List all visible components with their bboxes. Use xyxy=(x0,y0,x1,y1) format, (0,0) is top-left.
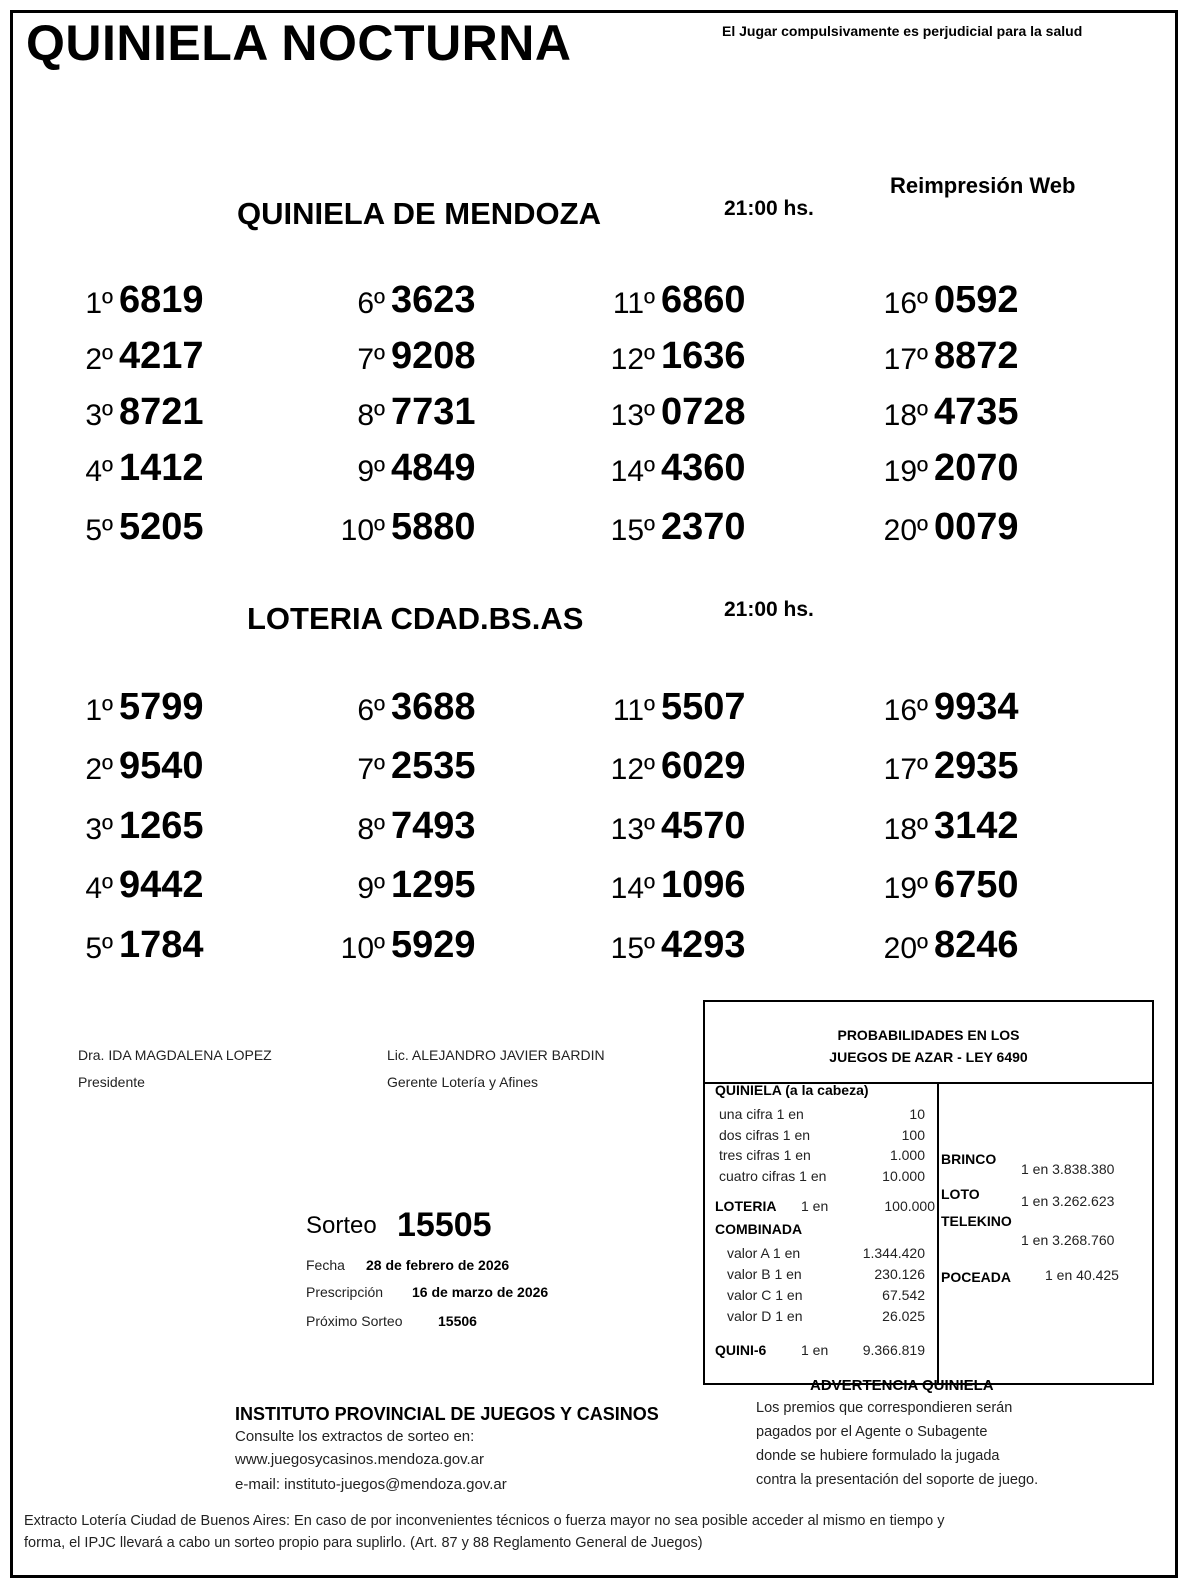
combinada-odds-label: valor B 1 en xyxy=(727,1266,802,1282)
mendoza-prize-position: 20º xyxy=(883,514,928,547)
mendoza-prize-position: 16º xyxy=(883,287,928,320)
quini6-odds-label: QUINI-6 xyxy=(715,1342,767,1358)
quiniela-odds-title: QUINIELA (a la cabeza) xyxy=(715,1082,869,1098)
mendoza-prize-position: 5º xyxy=(85,514,113,547)
advertencia-line: contra la presentación del soporte de juego. xyxy=(756,1472,1039,1488)
mendoza-prize-position: 15º xyxy=(610,514,655,547)
ciudad-prize-position: 9º xyxy=(357,872,385,905)
telekino-label: TELEKINO xyxy=(941,1213,1012,1229)
advertencia-line: pagados por el Agente o Subagente xyxy=(756,1424,988,1440)
ciudad-prize-position: 16º xyxy=(883,694,928,727)
mendoza-prize-position: 18º xyxy=(883,399,928,432)
ciudad-prize-position: 8º xyxy=(357,813,385,846)
mendoza-prize-number: 2070 xyxy=(934,447,1019,489)
mendoza-prize-number: 0079 xyxy=(934,506,1019,548)
mendoza-prize-number: 6860 xyxy=(661,279,746,321)
combinada-odds-label: valor A 1 en xyxy=(727,1245,801,1261)
mendoza-prize-number: 6819 xyxy=(119,279,204,321)
advertencia-line: donde se hubiere formulado la jugada xyxy=(756,1448,1000,1464)
ciudad-prize-number: 8246 xyxy=(934,924,1019,966)
loto-label: LOTO xyxy=(941,1186,980,1202)
combinada-odds-value: 67.542 xyxy=(882,1287,925,1303)
probabilities-title-line1: PROBABILIDADES EN LOS xyxy=(837,1027,1020,1043)
ciudad-prize-number: 4293 xyxy=(661,924,746,966)
mendoza-section-title: QUINIELA DE MENDOZA xyxy=(237,196,601,231)
mendoza-prize-position: 8º xyxy=(357,399,385,432)
mendoza-draw-time: 21:00 hs. xyxy=(724,197,814,220)
poceada-label: POCEADA xyxy=(941,1269,1012,1285)
combinada-odds-value: 26.025 xyxy=(882,1308,925,1324)
mendoza-prize-number: 4217 xyxy=(119,335,204,377)
ciudad-prize-position: 2º xyxy=(85,753,113,786)
ciudad-prize-number: 6750 xyxy=(934,864,1019,906)
probabilities-title-line2: JUEGOS DE AZAR - LEY 6490 xyxy=(829,1049,1028,1065)
sorteo-number: 15505 xyxy=(397,1206,492,1244)
quini6-odds-prefix: 1 en xyxy=(801,1342,829,1358)
ciudad-prize-number: 1295 xyxy=(391,864,476,906)
mendoza-prize-number: 3623 xyxy=(391,279,476,321)
signature-right-role: Gerente Lotería y Afines xyxy=(387,1074,538,1090)
ciudad-prize-position: 15º xyxy=(610,932,655,965)
advertencia-title: ADVERTENCIA QUINIELA xyxy=(810,1377,994,1394)
mendoza-prize-number: 0728 xyxy=(661,391,746,433)
health-warning: El Jugar compulsivamente es perjudicial para la salud xyxy=(722,23,1083,39)
mendoza-prize-number: 8721 xyxy=(119,391,204,433)
ciudad-prize-number: 9442 xyxy=(119,864,204,906)
probabilities-divider xyxy=(937,1084,939,1385)
probabilities-header xyxy=(705,1002,1152,1084)
brinco-label: BRINCO xyxy=(941,1151,997,1167)
footer-line-2: forma, el IPJC llevará a cabo un sorteo propio para suplirlo. (Art. 87 y 88 Reglamento General de Juegos) xyxy=(24,1535,703,1551)
ciudad-prize-number: 5799 xyxy=(119,686,204,728)
ciudad-prize-number: 1784 xyxy=(119,924,204,966)
quiniela-odds-label: una cifra 1 en xyxy=(719,1106,804,1122)
mendoza-prize-number: 2370 xyxy=(661,506,746,548)
ciudad-section-title: LOTERIA CDAD.BS.AS xyxy=(247,601,584,636)
signature-left-role: Presidente xyxy=(78,1074,145,1090)
ciudad-prize-number: 1265 xyxy=(119,805,204,847)
ciudad-prize-position: 1º xyxy=(85,694,113,727)
quini6-odds-value: 9.366.819 xyxy=(862,1342,925,1358)
institute-website-link[interactable]: www.juegosycasinos.mendoza.gov.ar xyxy=(235,1451,485,1468)
mendoza-prize-number: 1412 xyxy=(119,447,204,489)
fecha-value: 28 de febrero de 2026 xyxy=(366,1257,510,1273)
footer-line-1: Extracto Lotería Ciudad de Buenos Aires: En caso de por inconvenientes técnicos o fuerza mayor no sea posible acceder al mismo en tiempo y xyxy=(24,1513,945,1529)
mendoza-prize-position: 3º xyxy=(85,399,113,432)
quiniela-odds-value: 10 xyxy=(909,1106,925,1122)
signature-left-name: Dra. IDA MAGDALENA LOPEZ xyxy=(78,1047,272,1063)
ciudad-prize-number: 2535 xyxy=(391,745,476,787)
proximo-sorteo-value: 15506 xyxy=(438,1313,477,1329)
ciudad-prize-number: 1096 xyxy=(661,864,746,906)
reprint-label: Reimpresión Web xyxy=(890,173,1076,198)
ciudad-prize-position: 11º xyxy=(612,694,655,727)
ciudad-prize-position: 10º xyxy=(340,932,385,965)
ciudad-prize-position: 18º xyxy=(883,813,928,846)
ciudad-prize-position: 3º xyxy=(85,813,113,846)
mendoza-prize-position: 12º xyxy=(610,343,655,376)
mendoza-prize-position: 14º xyxy=(610,455,655,488)
ciudad-prize-number: 4570 xyxy=(661,805,746,847)
loto-value: 1 en 3.262.623 xyxy=(1021,1193,1115,1209)
quiniela-odds-value: 10.000 xyxy=(882,1167,925,1184)
proximo-sorteo-label: Próximo Sorteo xyxy=(306,1313,403,1329)
loteria-odds-prefix: 1 en xyxy=(801,1198,829,1214)
advertencia-line: Los premios que correspondieren serán xyxy=(756,1400,1013,1416)
institute-consult-line: Consulte los extractos de sorteo en: xyxy=(235,1428,475,1445)
ciudad-prize-position: 6º xyxy=(357,694,385,727)
loteria-odds-label: LOTERIA xyxy=(715,1198,777,1214)
institute-email-link[interactable]: e-mail: instituto-juegos@mendoza.gov.ar xyxy=(235,1476,507,1493)
signature-right-name: Lic. ALEJANDRO JAVIER BARDIN xyxy=(387,1047,605,1063)
mendoza-prize-position: 11º xyxy=(612,287,655,320)
mendoza-prize-number: 4360 xyxy=(661,447,746,489)
ciudad-prize-number: 3688 xyxy=(391,686,476,728)
combinada-odds-label: valor C 1 en xyxy=(727,1287,803,1303)
institute-name: INSTITUTO PROVINCIAL DE JUEGOS Y CASINOS xyxy=(235,1404,659,1424)
ciudad-prize-position: 20º xyxy=(883,932,928,965)
ciudad-prize-number: 2935 xyxy=(934,745,1019,787)
mendoza-prize-position: 17º xyxy=(883,343,928,376)
telekino-value: 1 en 3.268.760 xyxy=(1021,1232,1115,1248)
quiniela-odds-label: dos cifras 1 en xyxy=(719,1126,811,1143)
ciudad-prize-number: 7493 xyxy=(391,805,476,847)
ciudad-draw-time: 21:00 hs. xyxy=(724,598,814,621)
mendoza-prize-position: 13º xyxy=(610,399,655,432)
page-title: QUINIELA NOCTURNA xyxy=(26,15,572,71)
quiniela-odds-value: 1.000 xyxy=(889,1147,925,1163)
mendoza-prize-number: 5880 xyxy=(391,506,476,548)
mendoza-prize-position: 7º xyxy=(357,343,385,376)
poceada-value: 1 en 40.425 xyxy=(1045,1267,1119,1283)
mendoza-prize-position: 19º xyxy=(883,455,928,488)
mendoza-prize-position: 2º xyxy=(85,343,113,376)
mendoza-prize-position: 10º xyxy=(340,514,385,547)
fecha-label: Fecha xyxy=(306,1257,345,1273)
loteria-odds-value: 100.000 xyxy=(884,1198,935,1214)
combinada-odds-value: 1.344.420 xyxy=(862,1245,925,1261)
prescripcion-label: Prescripción xyxy=(306,1284,384,1300)
combinada-odds-title: COMBINADA xyxy=(715,1221,803,1237)
mendoza-prize-number: 7731 xyxy=(391,391,476,433)
sorteo-label: Sorteo xyxy=(306,1212,377,1239)
mendoza-prize-position: 9º xyxy=(357,455,385,488)
ciudad-prize-number: 5929 xyxy=(391,924,476,966)
ciudad-prize-position: 13º xyxy=(610,813,655,846)
ciudad-prize-number: 6029 xyxy=(661,745,746,787)
mendoza-prize-number: 1636 xyxy=(661,335,746,377)
ciudad-prize-position: 12º xyxy=(610,753,655,786)
quiniela-odds-label: cuatro cifras 1 en xyxy=(719,1167,827,1184)
mendoza-prize-number: 0592 xyxy=(934,279,1019,321)
combinada-odds-label: valor D 1 en xyxy=(727,1308,803,1324)
mendoza-prize-number: 5205 xyxy=(119,506,204,548)
mendoza-prize-position: 6º xyxy=(357,287,385,320)
mendoza-prize-number: 9208 xyxy=(391,335,476,377)
quiniela-odds-value: 100 xyxy=(901,1126,925,1143)
combinada-odds-value: 230.126 xyxy=(874,1266,925,1282)
mendoza-prize-number: 8872 xyxy=(934,335,1019,377)
mendoza-prize-number: 4735 xyxy=(934,391,1019,433)
brinco-value: 1 en 3.838.380 xyxy=(1021,1161,1115,1177)
ciudad-prize-number: 9934 xyxy=(934,686,1019,728)
ciudad-prize-number: 5507 xyxy=(661,686,746,728)
ciudad-prize-position: 19º xyxy=(883,872,928,905)
mendoza-prize-position: 1º xyxy=(85,287,113,320)
ciudad-prize-position: 5º xyxy=(85,932,113,965)
ciudad-prize-number: 9540 xyxy=(119,745,204,787)
ciudad-prize-position: 14º xyxy=(610,872,655,905)
mendoza-prize-position: 4º xyxy=(85,455,113,488)
probabilities-box xyxy=(703,1000,1154,1385)
quiniela-odds-label: tres cifras 1 en xyxy=(719,1147,811,1163)
ciudad-prize-position: 4º xyxy=(85,872,113,905)
ciudad-prize-position: 17º xyxy=(883,753,928,786)
mendoza-prize-number: 4849 xyxy=(391,447,476,489)
ciudad-prize-number: 3142 xyxy=(934,805,1019,847)
ciudad-prize-position: 7º xyxy=(357,753,385,786)
prescripcion-value: 16 de marzo de 2026 xyxy=(412,1284,549,1300)
